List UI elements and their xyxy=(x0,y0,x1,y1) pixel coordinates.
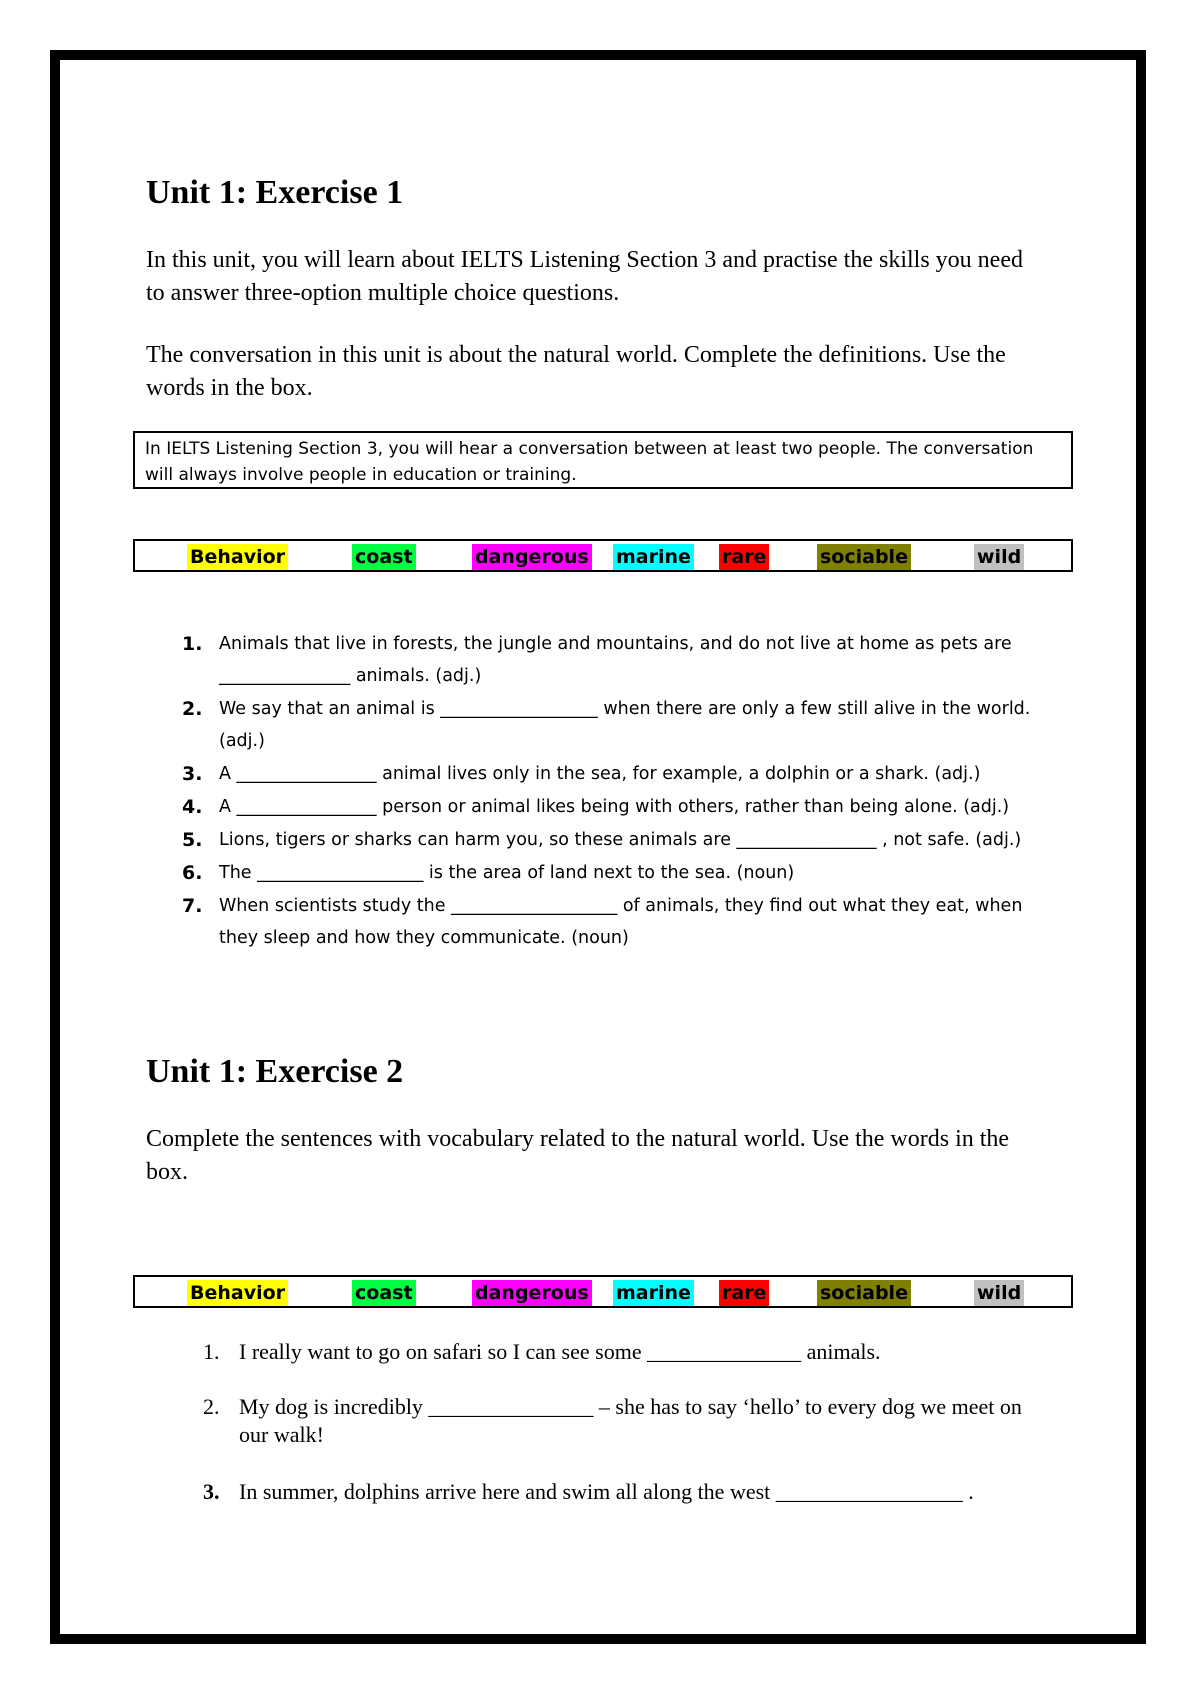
word-box-2 xyxy=(133,1275,1073,1308)
list-item xyxy=(175,857,1045,889)
word-rare: rare xyxy=(719,1280,769,1306)
word-coast: coast xyxy=(352,544,416,570)
exercise-2-instructions: Complete the sentences with vocabulary related to the natural world. Use the words in the box. xyxy=(146,1126,1010,1185)
word-wild: wild xyxy=(974,544,1024,570)
item-number: 3. xyxy=(203,1479,220,1504)
item-text: I really want to go on safari so I can see some ______________ animals. xyxy=(239,1339,881,1364)
item-text: A ________________ person or animal likes being with others, rather than being alone. (adj.) xyxy=(219,797,1010,817)
exercise-1-instructions: The conversation in this unit is about the natural world. Complete the definitions. Use the words in the box. xyxy=(146,342,1006,401)
word-rare: rare xyxy=(719,544,769,570)
item-number: 4. xyxy=(182,796,203,818)
item-text: The ___________________ is the area of land next to the sea. (noun) xyxy=(219,863,795,883)
item-text: Animals that live in forests, the jungle and mountains, and do not live at home as pets are _______________ animals. (adj.) xyxy=(219,634,1012,686)
word-sociable: sociable xyxy=(817,1280,911,1306)
item-number: 6. xyxy=(182,862,203,884)
word-dangerous: dangerous xyxy=(472,544,592,570)
item-text: In summer, dolphins arrive here and swim all along the west _________________ . xyxy=(239,1479,974,1504)
list-item xyxy=(175,791,1045,823)
exercise-1-list xyxy=(175,628,1045,955)
exercise-2-title: Unit 1: Exercise 2 xyxy=(146,1053,404,1090)
word-behavior: Behavior xyxy=(187,1280,288,1306)
item-number: 1. xyxy=(182,633,203,655)
word-marine: marine xyxy=(613,544,694,570)
item-number: 2. xyxy=(182,698,203,720)
word-behavior: Behavior xyxy=(187,544,288,570)
word-wild: wild xyxy=(974,1280,1024,1306)
item-number: 7. xyxy=(182,895,203,917)
item-text: Lions, tigers or sharks can harm you, so these animals are ________________ , not safe. (adj.) xyxy=(219,830,1022,850)
word-marine: marine xyxy=(613,1280,694,1306)
word-sociable: sociable xyxy=(817,544,911,570)
item-number: 5. xyxy=(182,829,203,851)
list-item xyxy=(195,1393,1055,1449)
list-item xyxy=(195,1478,1055,1506)
info-box: In IELTS Listening Section 3, you will hear a conversation between at least two people. The conversation will always involve people in education or training. xyxy=(133,431,1073,489)
word-dangerous: dangerous xyxy=(472,1280,592,1306)
item-text: We say that an animal is __________________ when there are only a few still alive in the world. (adj.) xyxy=(219,699,1031,751)
exercise-1-title: Unit 1: Exercise 1 xyxy=(146,174,404,211)
item-number: 2. xyxy=(203,1394,220,1419)
list-item xyxy=(195,1338,1055,1366)
item-text: When scientists study the ___________________ of animals, they find out what they eat, when they sleep and how they communicate. (noun) xyxy=(219,896,1023,948)
word-box-1 xyxy=(133,539,1073,572)
list-item xyxy=(175,890,1045,954)
list-item xyxy=(175,758,1045,790)
item-number: 3. xyxy=(182,763,203,785)
list-item xyxy=(175,824,1045,856)
item-text: My dog is incredibly _______________ – she has to say ‘hello’ to every dog we meet on our walk! xyxy=(239,1394,1022,1447)
exercise-1-intro: In this unit, you will learn about IELTS Listening Section 3 and practise the skills you need to answer three-option multiple choice questions. xyxy=(146,247,1023,306)
list-item xyxy=(175,628,1045,692)
item-number: 1. xyxy=(203,1339,220,1364)
word-coast: coast xyxy=(352,1280,416,1306)
list-item xyxy=(175,693,1045,757)
item-text: A ________________ animal lives only in the sea, for example, a dolphin or a shark. (adj.) xyxy=(219,764,981,784)
